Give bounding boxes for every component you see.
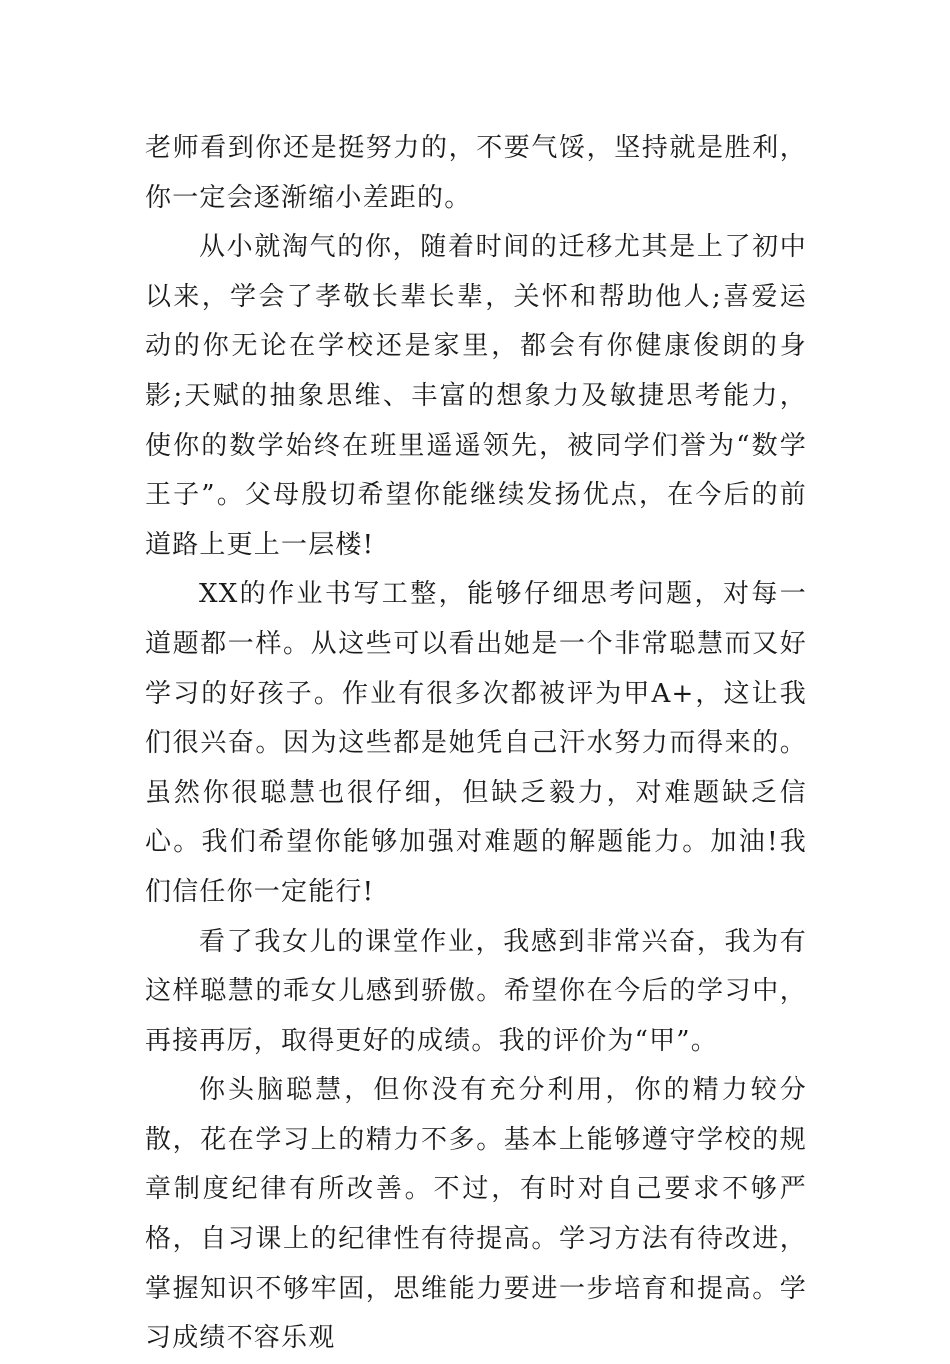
paragraph-1: 老师看到你还是挺努力的，不要气馁，坚持就是胜利，你一定会逐渐缩小差距的。: [145, 133, 807, 213]
document-body: [145, 124, 807, 1364]
paragraph-5: 你头脑聪慧，但你没有充分利用，你的精力较分散，花在学习上的精力不多。基本上能够遵守学校的规章制度纪律有所改善。不过，有时对自己要求不够严格，自习课上的纪律性有待提高。学习方法有待改进，掌握知识不够牢固，思维能力要进一步培育和提高。学习成绩不容乐观: [145, 1075, 807, 1354]
paragraph-4: 看了我女儿的课堂作业，我感到非常兴奋，我为有这样聪慧的乖女儿感到骄傲。希望你在今后的学习中，再接再厉，取得更好的成绩。我的评价为“甲”。: [145, 926, 807, 1056]
paragraph-2: 从小就淘气的你，随着时间的迁移尤其是上了初中以来，学会了孝敬长辈长辈，关怀和帮助他人;喜爱运动的你无论在学校还是家里，都会有你健康俊朗的身影;天赋的抽象思维、丰富的想象力及敏捷思考能力，使你的数学始终在班里遥遥领先，被同学们誉为“数学王子”。父母殷切希望你能继续发扬优点，在今后的前道路上更上一层楼!: [145, 232, 807, 560]
paragraph-3: XX的作业书写工整，能够仔细思考问题，对每一道题都一样。从这些可以看出她是一个非常聪慧而又好学习的好孩子。作业有很多次都被评为甲A+，这让我们很兴奋。因为这些都是她凭自己汗水努力而得来的。虽然你很聪慧也很仔细，但缺乏毅力，对难题缺乏信心。我们希望你能够加强对难题的解题能力。加油!我们信任你一定能行!: [145, 579, 807, 907]
